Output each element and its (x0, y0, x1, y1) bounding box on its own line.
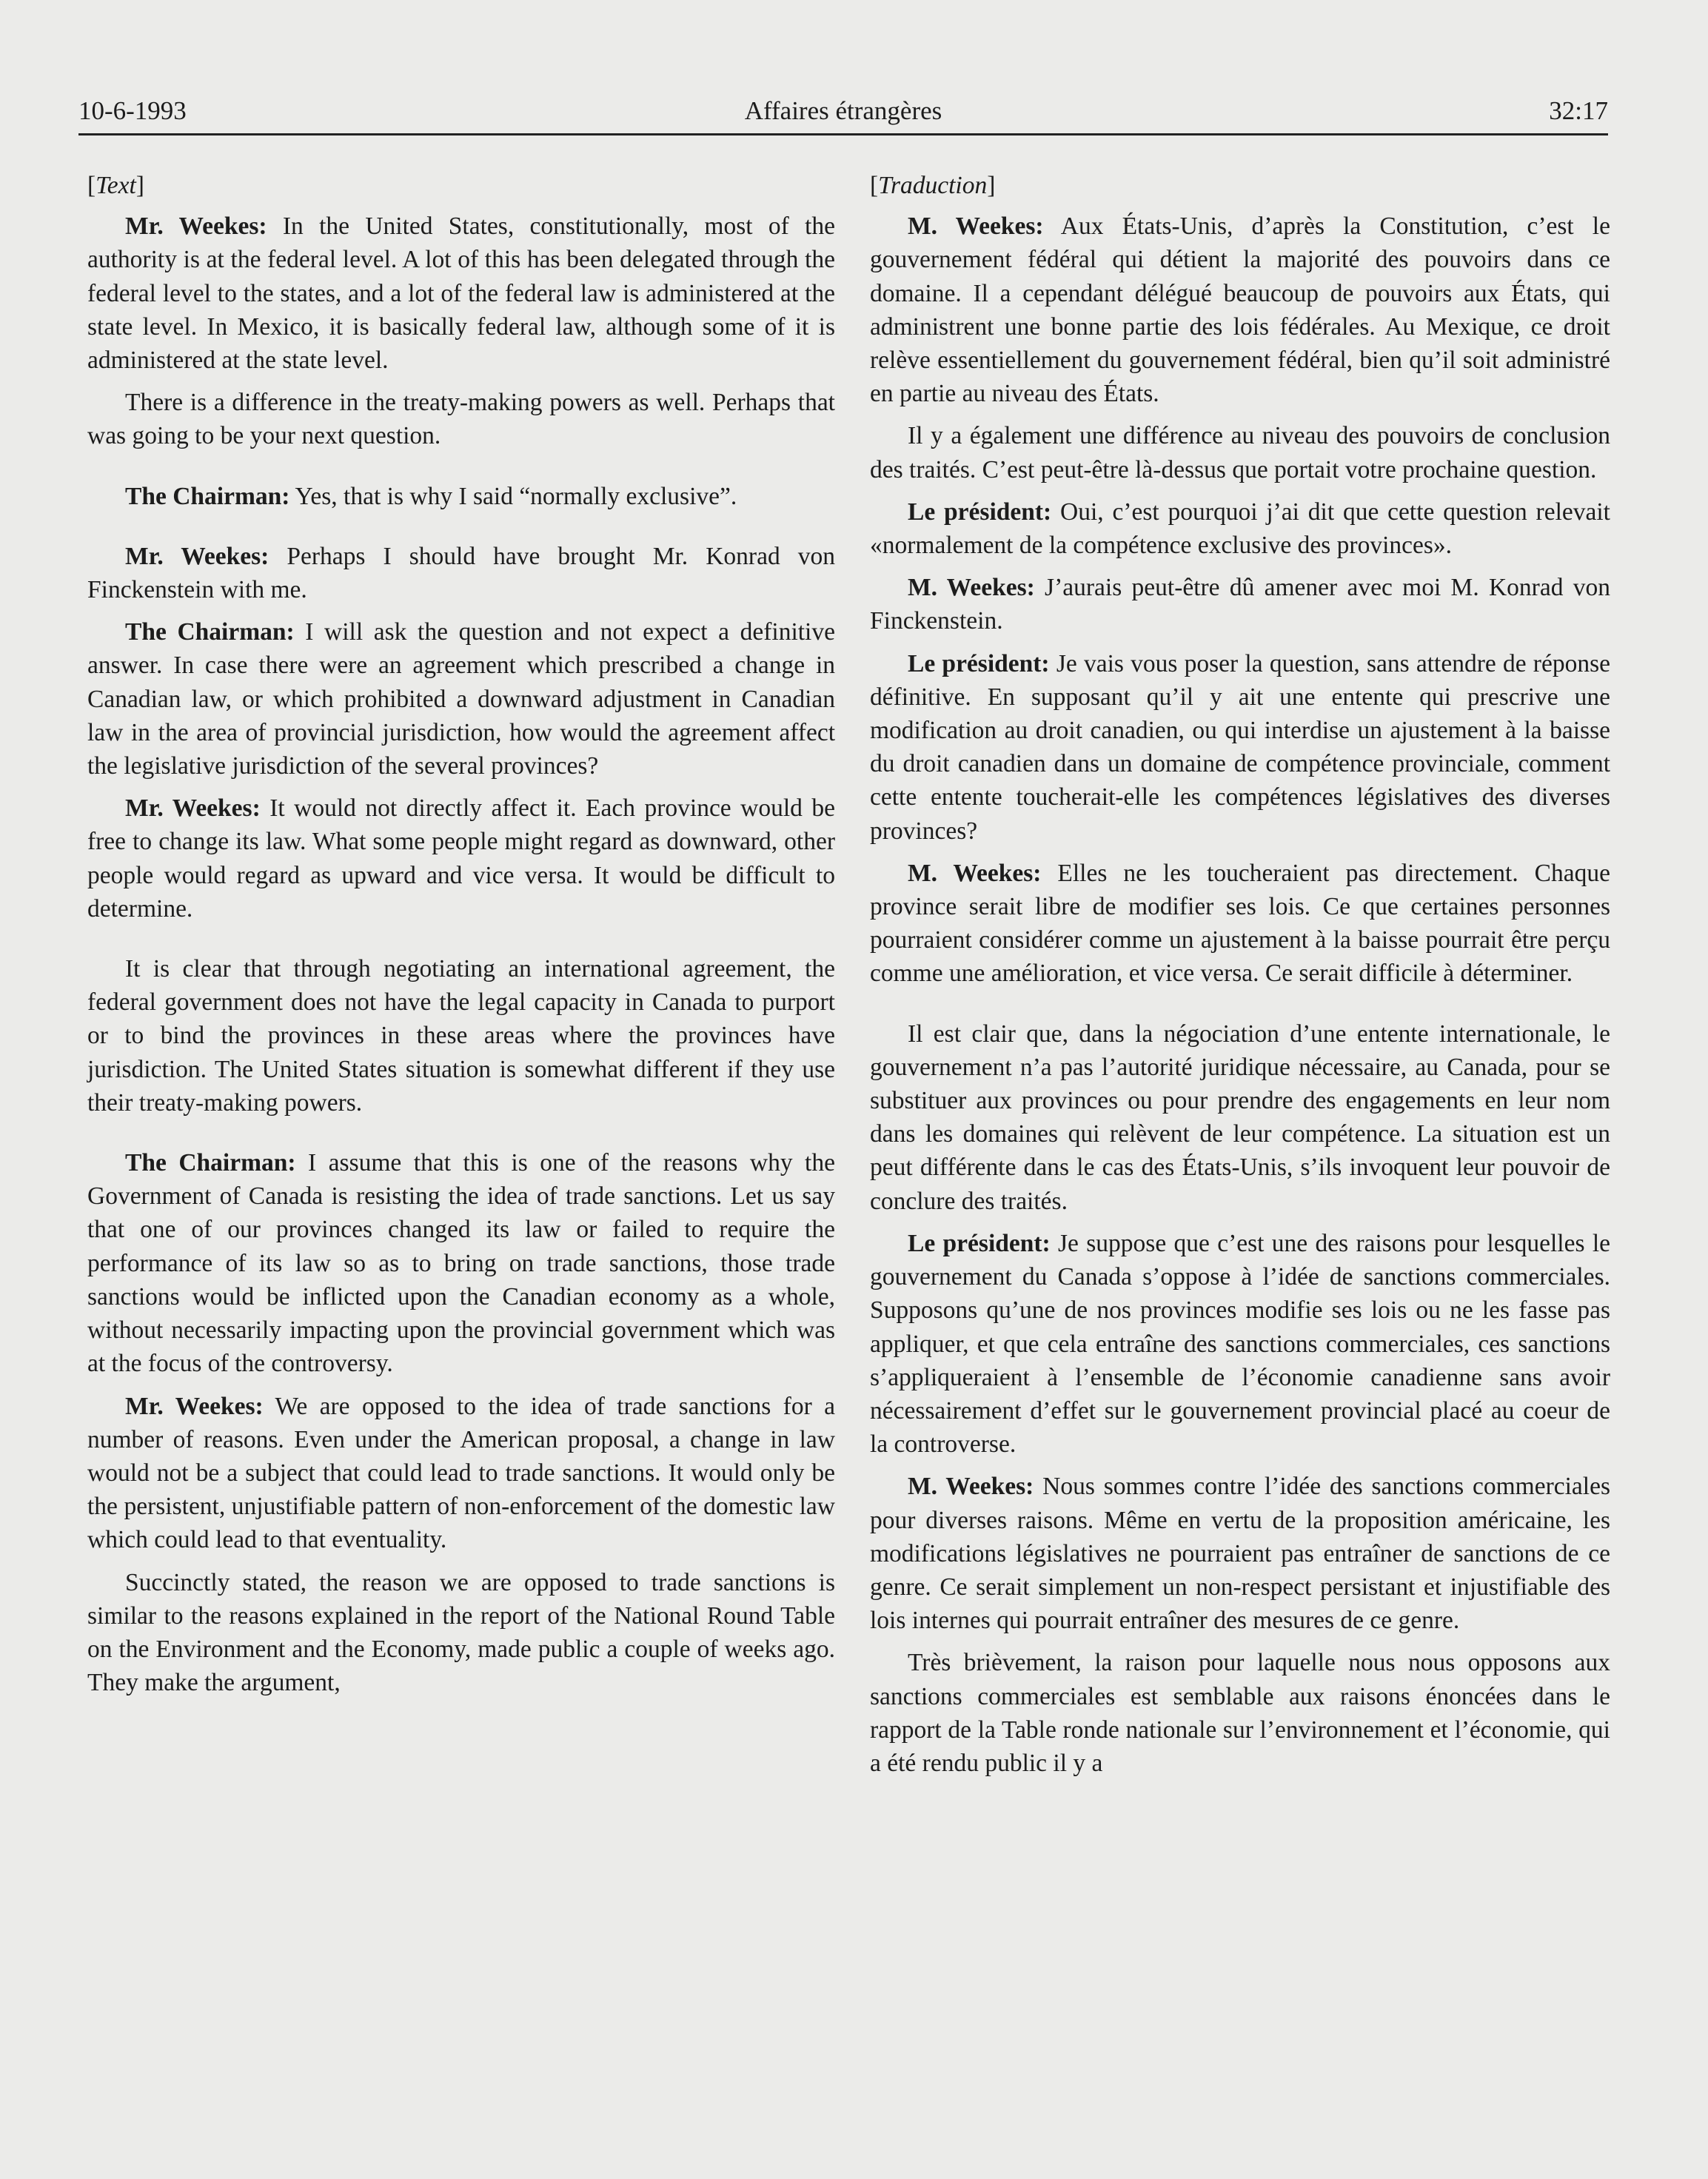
paragraph (87, 210, 835, 377)
paragraph (87, 386, 835, 452)
paragraph (870, 1470, 1610, 1637)
language-label-text: Text (96, 172, 136, 199)
paragraph (87, 1566, 835, 1700)
paragraph-text: I assume that this is one of the reasons why the Government of Canada is resisting the idea of trade sanctions. Let us say that one of our provinces changed its law or failed to require the performance of its law so as to bring on trade sanctions, those trade sanctions would be inflicted upon the Canadian economy as a whole, without necessarily impacting upon the provincial government which was at the focus of the controversy. (87, 1149, 835, 1378)
speaker: M. Weekes: (908, 1473, 1034, 1501)
paragraph-text: Il y a également une différence au niveau des pouvoirs de conclusion des traités. C’est peut-être là-dessus que portait votre prochaine question. (870, 422, 1610, 483)
paragraph (870, 210, 1610, 410)
speaker: Mr. Weekes: (125, 542, 269, 570)
paragraph-text: Je suppose que c’est une des raisons pour lesquelles le gouvernement du Canada s’oppose à l’idée de sanctions commerciales. Supposons qu’une de nos provinces modifie ses lois ou ne les fasse pas appliquer, et que cela entraîne des sanctions commerciales, ces sanctions s’appliqueraient à l’ensemble de l’économie canadienne sans avoir nécessairement d’effet sur le gouvernement provincial placé au coeur de la controverse. (870, 1229, 1610, 1459)
paragraph-text: It would not directly affect it. Each province would be free to change its law. What some people might regard as downward, other people would regard as upward and vice versa. It would be difficult to determine. (87, 794, 836, 923)
running-header (78, 93, 1608, 135)
paragraph (870, 419, 1610, 486)
paragraph-text: Je vais vous poser la question, sans attendre de réponse définitive. En supposant qu’il y ait une entente qui prescrive une modification au droit canadien, ou qui interdise un ajustement à la baisse du droit canadien dans un domaine de compétence provinciale, comment cette entente toucherait-elle les compétences législatives des diverses provinces? (870, 649, 1610, 845)
paragraph (87, 791, 835, 926)
speaker: M. Weekes: (908, 574, 1035, 602)
speaker: Le président: (908, 649, 1050, 677)
speaker: The Chairman: (125, 1149, 296, 1177)
paragraph (870, 495, 1610, 562)
paragraph (870, 1646, 1610, 1780)
speaker: M. Weekes: (908, 859, 1042, 887)
paragraph-text: Aux États-Unis, d’après la Constitution, c’est le gouvernement fédéral qui détient la majorité des pouvoirs dans ce domaine. Il a cependant délégué beaucoup de pouvoirs aux États, qui administrent une bonne partie des lois fédérales. Au Mexique, ce droit relève essentiellement du gouvernement fédéral, bien qu’il soit administré en partie au niveau des États. (870, 212, 1610, 408)
paragraph-text: Elles ne les toucheraient pas directement. Chaque province serait libre de modifier ses lois. Ce que certaines personnes pourraient considérer comme un ajustement à la baisse pourrait être perçu comme une amélioration, et vice versa. Ce serait difficile à déterminer. (870, 859, 1610, 988)
paragraph-text: Succinctly stated, the reason we are opposed to trade sanctions is similar to the reasons explained in the report of the National Round Table on the Environment and the Economy, made public a couple of weeks ago. They make the argument, (87, 1568, 835, 1697)
paragraph-text: Très brièvement, la raison pour laquelle nous nous opposons aux sanctions commerciales est semblable aux raisons énoncées dans le rapport de la Table ronde nationale sur l’environnement et l’économie, qui a été rendu public il y a (870, 1649, 1610, 1777)
paragraph (87, 1390, 835, 1557)
paragraph (87, 480, 835, 513)
speaker: Mr. Weekes: (125, 794, 261, 823)
paragraph-text: Il est clair que, dans la négociation d’une entente internationale, le gouvernement n’a pas l’autorité juridique nécessaire, au Canada, pour se substituer aux provinces ou pour prendre des engagements en leur nom dans les domaines qui relèvent de leur compétence. La situation est un peut différente dans le cas des États-Unis, s’ils invoquent leur pouvoir de conclure des traités. (870, 1020, 1610, 1215)
paragraph (87, 540, 835, 606)
header-date: 10-6-1993 (78, 96, 187, 125)
speaker: The Chairman: (125, 482, 290, 510)
paragraph (870, 1017, 1610, 1218)
paragraph-text: Nous sommes contre l’idée des sanctions commerciales pour diverses raisons. Même en vertu de la proposition américaine, les modifications législatives ne pourraient pas entraîner de sanctions de ce genre. Ce serait simplement un non-respect persistant et injustifiable des lois internes qui pourrait entraîner des mesures de ce genre. (870, 1473, 1610, 1635)
paragraph (870, 571, 1610, 637)
speaker: Mr. Weekes: (125, 212, 267, 241)
header-title: Affaires étrangères (744, 96, 942, 125)
paragraph-text: Perhaps I should have brought Mr. Konrad von Finckenstein with me. (87, 542, 835, 604)
paragraph-text: It is clear that through negotiating an international agreement, the federal government does not have the legal capacity in Canada to purport or to bind the provinces in these areas where the provinces have jurisdiction. The United States situation is somewhat different if they use their treaty-making powers. (87, 955, 835, 1117)
paragraph-text: Yes, that is why I said “normally exclusive”. (289, 482, 737, 510)
paragraph-text: There is a difference in the treaty-making powers as well. Perhaps that was going to be your next question. (87, 389, 835, 450)
paragraph (870, 1227, 1610, 1461)
language-label-text: Traduction (878, 172, 988, 199)
speaker: Le président: (908, 1229, 1051, 1257)
language-label: [Traduction] (870, 172, 996, 199)
paragraph-text: We are opposed to the idea of trade sanctions for a number of reasons. Even under the American proposal, a change in law would not be a subject that could lead to trade sanctions. It would only be the persistent, unjustifiable pattern of non-enforcement of the domestic law which could lead to that eventuality. (87, 1392, 836, 1554)
paragraph-text: In the United States, constitutionally, most of the authority is at the federal level. A lot of this has been delegated through the federal level to the states, and a lot of the federal law is administered at the state level. In Mexico, it is basically federal law, although some of it is administered at the state level. (87, 212, 836, 375)
paragraph (87, 615, 835, 783)
paragraph-text: J’aurais peut-être dû amener avec moi M. Konrad von Finckenstein. (870, 574, 1610, 635)
paragraph (87, 952, 835, 1119)
english-column (87, 169, 835, 1708)
paragraph (87, 1146, 835, 1380)
french-column (870, 169, 1610, 1789)
paragraph (870, 647, 1610, 848)
language-label: [Text] (87, 172, 144, 199)
paragraph (870, 857, 1610, 991)
header-page-ref: 32:17 (1549, 96, 1608, 125)
paragraph-text: I will ask the question and not expect a definitive answer. In case there were an agreement which prescribed a change in Canadian law, or which prohibited a downward adjustment in Canadian law in the area of provincial jurisdiction, how would the agreement affect the legislative jurisdiction of the several provinces? (87, 618, 835, 780)
paragraph-text: Oui, c’est pourquoi j’ai dit que cette question relevait «normalement de la compétence exclusive des provinces». (870, 498, 1610, 560)
speaker: Mr. Weekes: (125, 1392, 264, 1420)
speaker: M. Weekes: (908, 212, 1044, 241)
speaker: Le président: (908, 498, 1052, 526)
speaker: The Chairman: (125, 618, 295, 646)
